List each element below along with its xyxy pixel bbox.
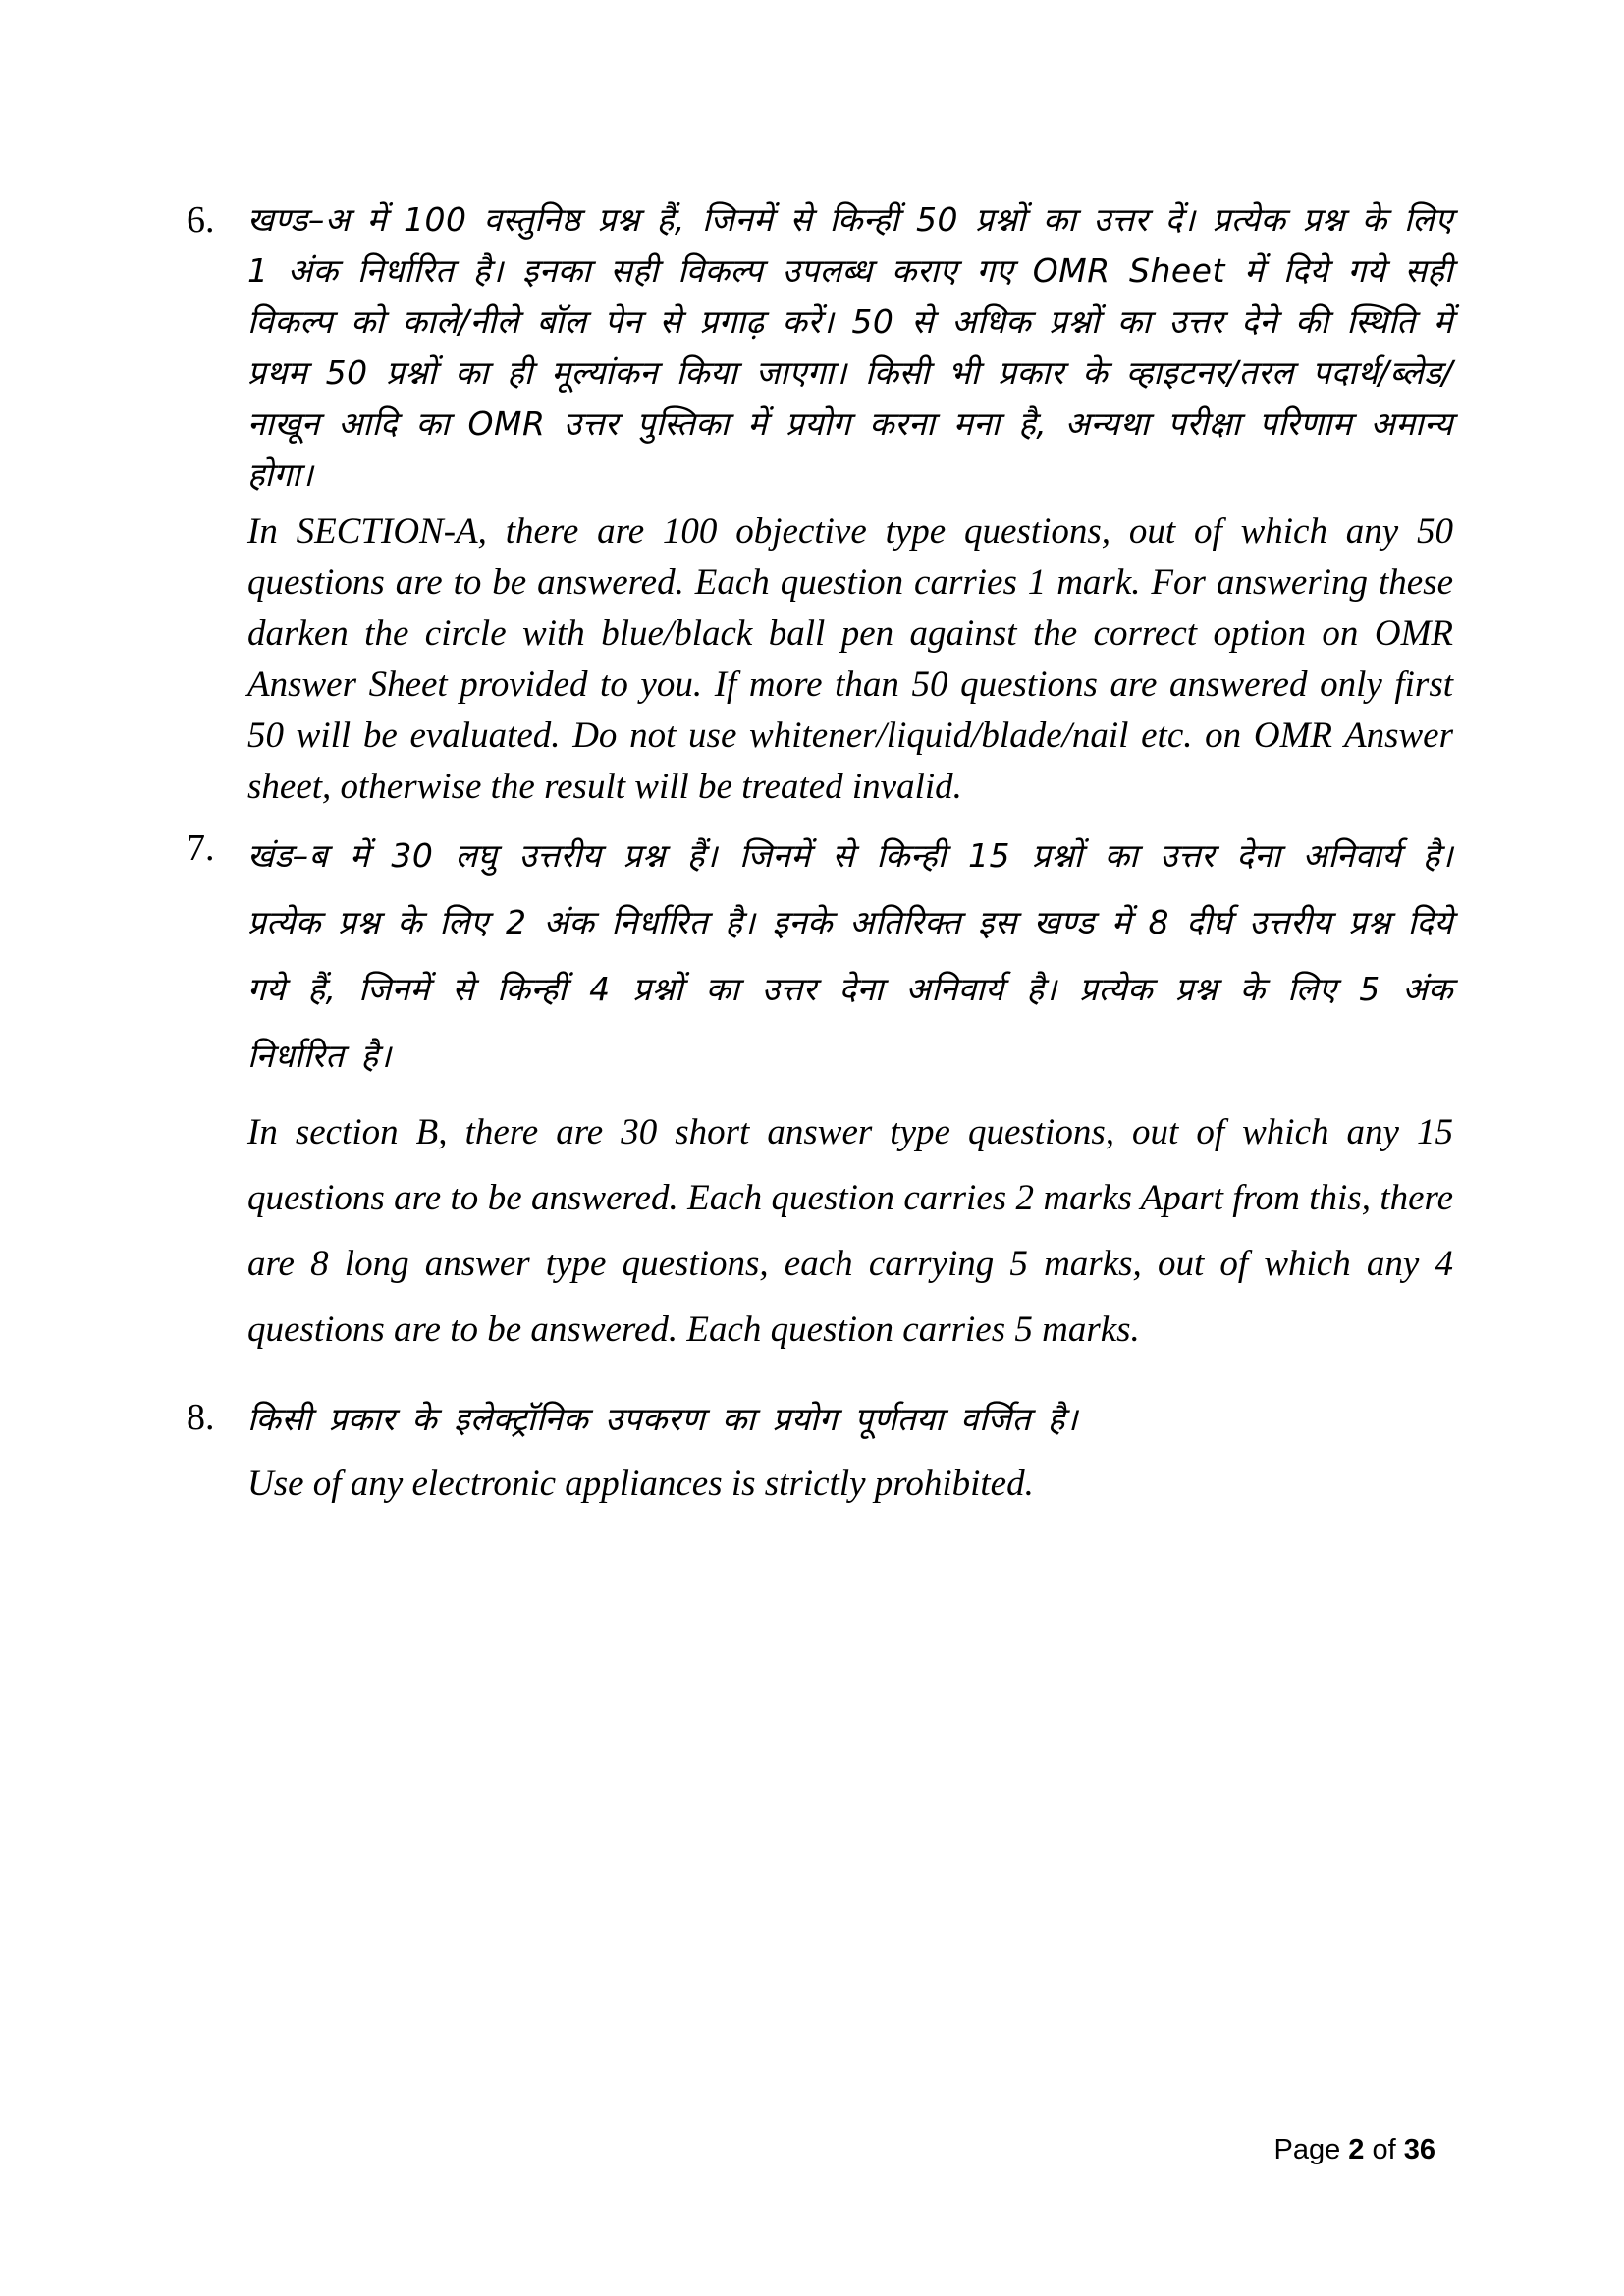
- instruction-body: [247, 823, 1453, 1362]
- instruction-8: [187, 1392, 1453, 1512]
- instruction-body: [247, 194, 1453, 813]
- instruction-number: 8.: [187, 1397, 215, 1438]
- page-footer: [1273, 2134, 1435, 2166]
- total-pages-number: 36: [1403, 2134, 1435, 2165]
- instruction-body: [247, 1392, 1453, 1512]
- current-page-number: 2: [1348, 2134, 1365, 2165]
- instruction-english-text: Use of any electronic appliances is strictly prohibited.: [247, 1464, 1034, 1504]
- of-label: of: [1372, 2134, 1396, 2165]
- instruction-6: [187, 194, 1453, 813]
- instruction-hindi-text: किसी प्रकार के इलेक्ट्रॉनिक उपकरण का प्रयोग पूर्णतया वर्जित है।: [247, 1400, 1078, 1438]
- instruction-number: 7.: [187, 828, 215, 869]
- instruction-english-text: In SECTION-A, there are 100 objective type questions, out of which any 50 questions are to be answered. Each question carries 1 mark. For answering these darken the circle with blue/black ball pen against the correct option on OMR Answer Sheet provided to you. If more than 50 questions are answered only first 50 will be evaluated. Do not use whitener/liquid/blade/nail etc. on OMR Answer sheet, otherwise the result will be treated invalid.: [247, 511, 1453, 807]
- instruction-hindi-text: खंड–ब में 30 लघु उत्तरीय प्रश्न हैं। जिनमें से किन्ही 15 प्रश्नों का उत्तर देना अनिवार्य है। प्रत्येक प्रश्न के लिए 2 अंक निर्धारित है। इनके अतिरिक्त इस खण्ड में 8 दीर्घ उत्तरीय प्रश्न दिये गये हैं, जिनमें से किन्हीं 4 प्रश्नों का उत्तर देना अनिवार्य है। प्रत्येक प्रश्न के लिए 5 अंक निर्धारित है।: [247, 836, 1453, 1075]
- instruction-number: 6.: [187, 199, 215, 240]
- page-label: Page: [1273, 2134, 1341, 2165]
- instruction-7: [187, 823, 1453, 1362]
- instruction-hindi-text: खण्ड–अ में 100 वस्तुनिष्ठ प्रश्न हैं, जिनमें से किन्हीं 50 प्रश्नों का उत्तर दें। प्रत्येक प्रश्न के लिए 1 अंक निर्धारित है। इनका सही विकल्प उपलब्ध कराए गए OMR Sheet में दिये गये सही विकल्प को काले/नीले बॉल पेन से प्रगाढ़ करें। 50 से अधिक प्रश्नों का उत्तर देने की स्थिति में प्रथम 50 प्रश्नों का ही मूल्यांकन किया जाएगा। किसी भी प्रकार के व्हाइटनर/तरल पदार्थ/ब्लेड/नाखून आदि का OMR उत्तर पुस्तिका में प्रयोग करना मना है, अन्यथा परीक्षा परिणाम अमान्य होगा।: [247, 200, 1453, 494]
- instruction-english-text: In section B, there are 30 short answer type questions, out of which any 15 questions are to be answered. Each question carries 2 marks Apart from this, there are 8 long answer type questions, each carrying 5 marks, out of which any 4 questions are to be answered. Each question carries 5 marks.: [247, 1112, 1453, 1350]
